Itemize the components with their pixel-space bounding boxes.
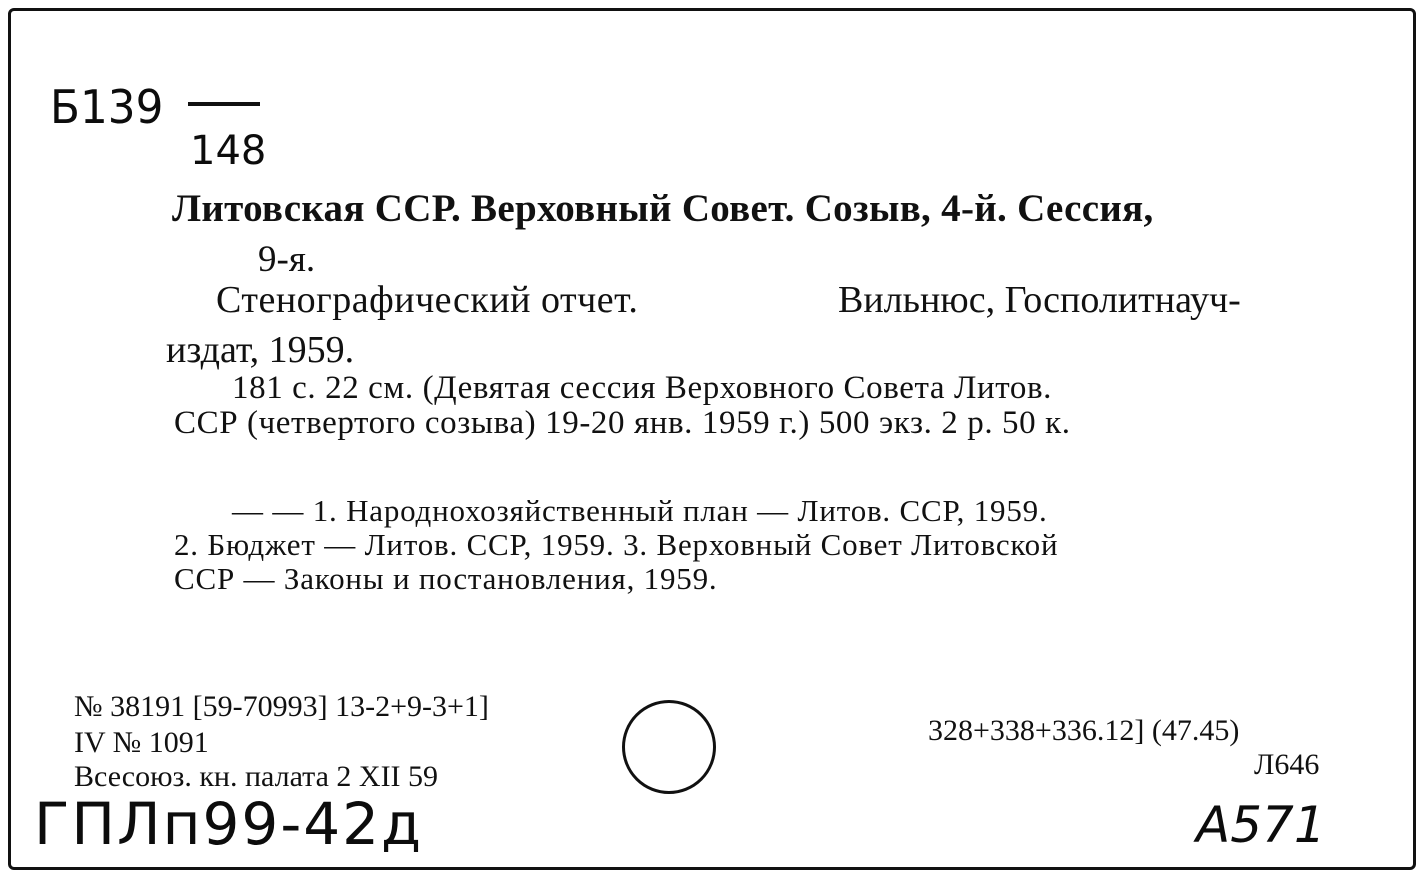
- classification-line-2: Л646: [1254, 748, 1320, 781]
- punch-hole: [622, 700, 716, 794]
- shelfmark-divider: [188, 102, 260, 106]
- shelfmark: Б139: [50, 80, 164, 134]
- collation-line-2: ССР (четвертого созыва) 19-20 янв. 1959 г.) 500 экз. 2 р. 50 к.: [174, 405, 1071, 441]
- imprint-line-3: Всесоюз. кн. палата 2 XII 59: [74, 760, 439, 793]
- shelfmark-sub: 148: [190, 128, 267, 174]
- subject-line-3: ССР — Законы и постановления, 1959.: [174, 561, 718, 596]
- imprint-line-1: № 38191 [59-70993] 13-2+9-3+1]: [74, 690, 489, 723]
- imprint-line-2: IV № 1091: [74, 726, 209, 759]
- title-statement: Стенографический отчет.: [216, 279, 639, 321]
- handwritten-call-number: ГПЛп99-42д: [34, 790, 424, 858]
- card-heading-continuation: 9-я.: [258, 239, 316, 280]
- subject-line-2: 2. Бюджет — Литов. ССР, 1959. 3. Верховный Совет Литовской: [174, 527, 1059, 562]
- handwritten-inventory-number: А571: [1196, 796, 1326, 854]
- card-heading: Литовская ССР. Верховный Совет. Созыв, 4-й. Сессия,: [172, 187, 1154, 230]
- subject-line-1: — — 1. Народнохозяйственный план — Литов. ССР, 1959.: [232, 493, 1048, 528]
- collation-line-1: 181 с. 22 см. (Девятая сессия Верховного Совета Литов.: [232, 370, 1052, 406]
- publication-place: Вильнюс, Госполитнауч-: [838, 279, 1241, 321]
- publication-year: издат, 1959.: [166, 329, 355, 371]
- classification-line-1: 328+338+336.12] (47.45): [928, 714, 1240, 747]
